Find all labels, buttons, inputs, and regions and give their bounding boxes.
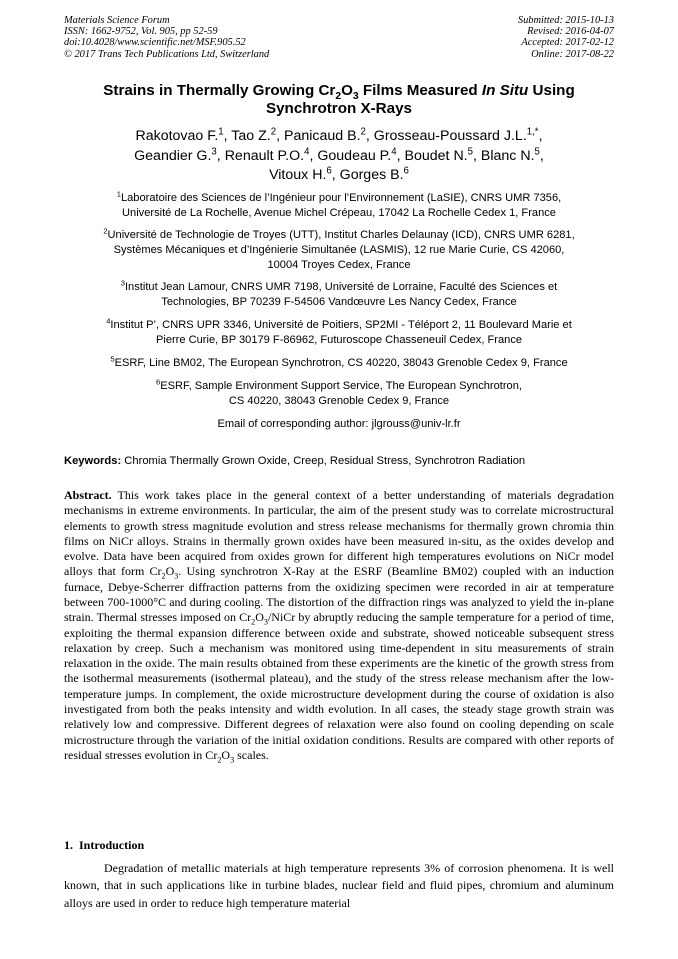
author: Gorges B.$^6$ <box>339 165 409 184</box>
journal-info <box>64 15 269 60</box>
journal-doi: doi:10.4028/www.scientific.net/MSF.905.52 <box>64 37 246 49</box>
author: Geandier G.$^3$, <box>134 145 225 164</box>
author: Panicaud B.$^2$, <box>284 126 374 144</box>
affiliation-1: $^1$Laboratoire des Sciences de l’Ingénieur pour l’Environnement (LaSIE), CNRS UMR 7356, Université de La Rochelle, Avenue Michel Crépeau, 17042 La Rochelle Cedex 1, France <box>116 189 562 220</box>
author: Rakotovao F.$^1$, <box>135 126 232 144</box>
abstract-label: Abstract. <box>64 488 112 502</box>
author: Boudet N.$^5$, <box>404 145 481 164</box>
author: Tao Z.$^2$, <box>231 126 284 144</box>
date-accepted: Accepted: 2017-02-12 <box>521 37 614 49</box>
affiliation-4: $^4$Institut P’, CNRS UPR 3346, Université de Poitiers, SP2MI - Téléport 2, 11 Boulevard Marie et Pierre Curie, BP 30179 F-86962, Futuroscope Chasseneuil Cedex, France <box>106 316 572 347</box>
author: Renault P.O.$^4$, <box>224 145 318 164</box>
paper-title: Strains in Thermally Growing $Cr_2O_3$ Films Measured In Situ Using Synchrotron X-Rays <box>103 82 575 117</box>
keywords-text: Chromia Thermally Grown Oxide, Creep, Residual Stress, Synchrotron Radiation <box>121 455 526 467</box>
journal-name: Materials Science Forum <box>64 15 170 26</box>
author-list <box>40 127 638 186</box>
date-submitted: Submitted: 2015-10-13 <box>517 15 614 26</box>
author: Vitoux H.$^6$, <box>269 165 340 184</box>
affiliation-3: $^3$Institut Jean Lamour, CNRS UMR 7198, Université de Lorraine, Faculté des Sciences et Technologies, BP 70239 F-54506 Vandœuvre Les Nancy Cedex, France <box>120 278 558 309</box>
affiliation-6: $^6$ESRF, Sample Environment Support Service, The European Synchrotron, CS 40220, 38043 Grenoble Cedex 9, France <box>156 377 522 408</box>
abstract: Abstract. This work takes place in the general context of a better understanding of materials degradation mechanisms in extreme environments. In particular, the aim of the present study was to correlate microstructural elements to growth stress magnitude evolution and stress release mechanisms for thermally grown chromia thin films on NiCr alloys. Strains in thermally grown oxides have been measured in-situ, as the oxides develop and evolve. Data have been acquired from oxides grown for different high temperatures evolutions on NiCr model alloys that form $Cr_2O_3$. Using synchrotron X-Ray at the ESRF (Beamline BM02) coupled with an induction furnace, Debye-Scherrer diffraction patterns from the oxidizing specimen were recorded in air at temperature between 700-1000°C and during cooling. The distortion of the diffraction rings was analyzed to yield the in-plane strain. Thermal stresses imposed on $Cr_2O_3$/NiCr by abruptly reducing the sample temperature for a period of time, exploiting the thermal expansion difference between oxide and substrate, showed noticeable subsequent stress relaxation by creep. Such a mechanism was monitored using time-dependent in situ measurements of strain relaxation in the oxide. The main results obtained from these experiments are the kinetic of the growth stress from the isothermal measurements (isothermal plateau), and the study of the stress release mechanism after the low-temperature jumps. In complement, the oxide microstructure development during the course of oxidation is also investigated from both the peaks intensity and width evolution. In all cases, the steady stage growth strain was relatively low and compressive. Different degrees of relaxation were also found on cooling depending on scale microstructure through the variation of the initial oxidation conditions. Results are compared with other reports of residual stresses evolution in $Cr_2O_3$ scales. <box>64 488 614 765</box>
author: Blanc N.$^5$, <box>480 145 544 164</box>
intro-paragraph: Degradation of metallic materials at high temperature represents 3% of corrosion phenomena. It is well known, that in such applications like in turbine blades, nuclear field and fluid pipes, chromium and aluminum alloys are used in order to reduce high temperature material <box>64 861 614 910</box>
submission-dates <box>518 15 614 60</box>
section-title: Introduction <box>79 838 145 852</box>
affiliation-2: $^2$Université de Technologie de Troyes (UTT), Institut Charles Delaunay (ICD), CNRS UMR 6281, Systèmes Mécaniques et d’Ingénierie Simultanée (LASMIS), 12 rue Marie Curie, CS 42060, 10004 Troyes Cedex, France <box>103 226 575 272</box>
date-online: Online: 2017-08-22 <box>531 48 614 60</box>
date-revised: Revised: 2016-04-07 <box>527 26 614 38</box>
journal-copyright: © 2017 Trans Tech Publications Ltd, Switzerland <box>64 48 270 60</box>
author: Goudeau P.$^4$, <box>317 145 405 164</box>
section-heading <box>64 838 144 853</box>
corresponding-email: Email of corresponding author: jlgrouss@univ-lr.fr <box>217 418 461 430</box>
author: Grosseau-Poussard J.L.$^{1,*}$, <box>373 126 543 144</box>
keywords-label: Keywords: <box>64 455 122 467</box>
keywords <box>64 454 614 468</box>
section-number: 1. <box>64 838 73 852</box>
journal-issn: ISSN: 1662-9752, Vol. 905, pp 52-59 <box>64 26 218 38</box>
affiliation-5: $^5$ESRF, Line BM02, The European Synchrotron, CS 40220, 38043 Grenoble Cedex 9, France <box>110 354 568 369</box>
